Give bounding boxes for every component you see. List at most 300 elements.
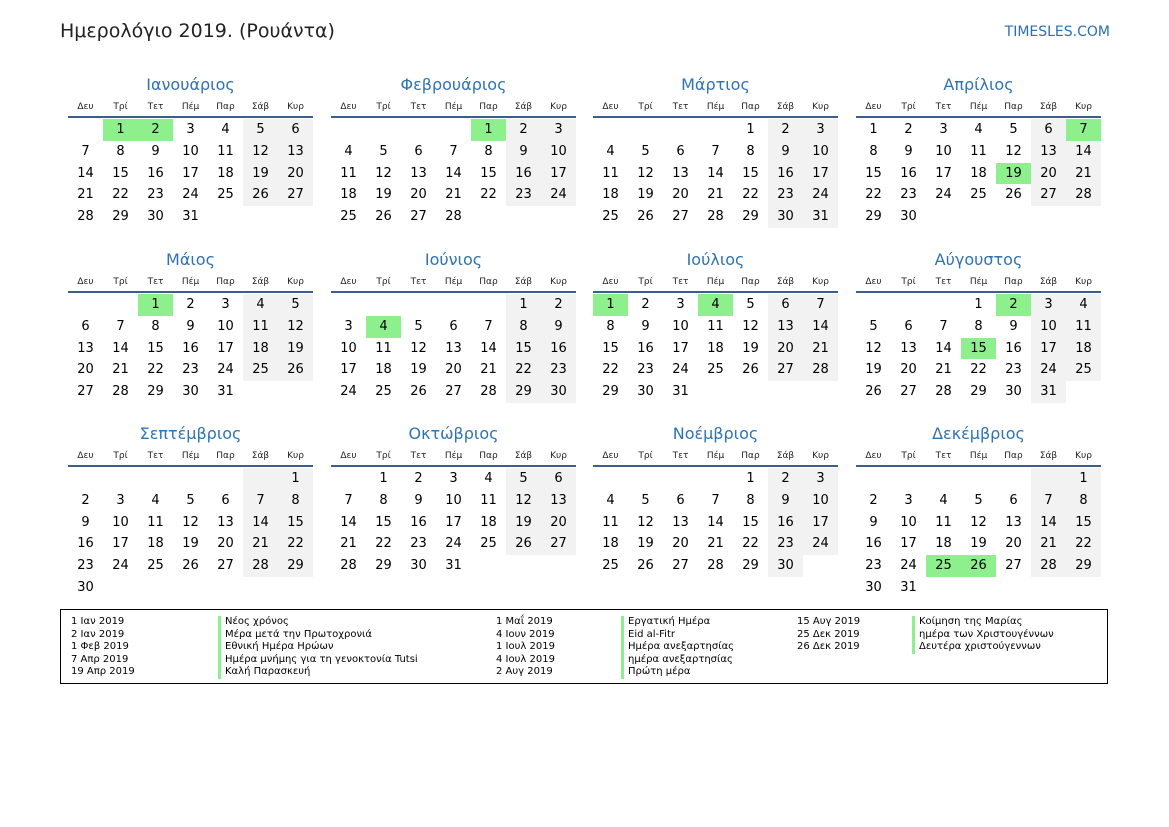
day-cell[interactable]: 23 xyxy=(410,536,427,552)
day-cell[interactable]: 27 xyxy=(445,384,462,400)
day-cell[interactable]: 26 xyxy=(742,362,759,378)
day-cell[interactable]: 23 xyxy=(900,187,917,203)
day-cell[interactable]: 4 xyxy=(344,143,353,159)
day-cell[interactable]: 28 xyxy=(707,558,724,574)
day-cell[interactable]: 7 xyxy=(711,143,720,159)
day-cell[interactable]: 18 xyxy=(243,338,278,360)
day-cell[interactable]: 12 xyxy=(375,165,392,181)
day-cell[interactable]: 16 xyxy=(506,163,541,185)
day-cell[interactable]: 15 xyxy=(278,512,313,534)
day-cell[interactable]: 8 xyxy=(379,492,388,508)
day-cell[interactable]: 4 xyxy=(484,471,493,486)
day-cell[interactable]: 1 xyxy=(869,122,878,137)
day-cell[interactable]: 21 xyxy=(112,362,129,378)
day-cell[interactable]: 9 xyxy=(768,490,803,512)
day-cell[interactable]: 8 xyxy=(151,318,160,334)
day-cell[interactable]: 21 xyxy=(340,536,357,552)
day-cell[interactable]: 14 xyxy=(707,165,724,181)
day-cell[interactable]: 11 xyxy=(707,318,724,334)
day-cell[interactable]: 18 xyxy=(602,536,619,552)
day-cell[interactable]: 1 xyxy=(974,297,983,312)
day-cell[interactable]: 6 xyxy=(541,468,576,490)
day-cell[interactable]: 5 xyxy=(243,119,278,141)
day-cell[interactable]: 18 xyxy=(970,165,987,181)
day-cell[interactable]: 2 xyxy=(869,492,878,508)
holiday-day[interactable]: 7 xyxy=(1066,119,1101,141)
day-cell[interactable]: 29 xyxy=(112,209,129,225)
day-cell[interactable]: 12 xyxy=(506,490,541,512)
day-cell[interactable]: 10 xyxy=(900,514,917,530)
day-cell[interactable]: 27 xyxy=(77,384,94,400)
day-cell[interactable]: 23 xyxy=(637,362,654,378)
day-cell[interactable]: 5 xyxy=(1009,122,1018,137)
day-cell[interactable]: 9 xyxy=(81,514,90,530)
day-cell[interactable]: 8 xyxy=(974,318,983,334)
day-cell[interactable]: 16 xyxy=(77,536,94,552)
day-cell[interactable]: 16 xyxy=(900,165,917,181)
day-cell[interactable]: 5 xyxy=(869,318,878,334)
day-cell[interactable]: 22 xyxy=(506,359,541,381)
day-cell[interactable]: 17 xyxy=(803,163,838,185)
day-cell[interactable]: 16 xyxy=(637,340,654,356)
day-cell[interactable]: 10 xyxy=(672,318,689,334)
day-cell[interactable]: 13 xyxy=(1031,141,1066,163)
day-cell[interactable]: 21 xyxy=(707,187,724,203)
day-cell[interactable]: 7 xyxy=(803,294,838,316)
day-cell[interactable]: 1 xyxy=(746,122,755,137)
day-cell[interactable]: 31 xyxy=(182,209,199,225)
day-cell[interactable]: 25 xyxy=(1066,359,1101,381)
day-cell[interactable]: 11 xyxy=(243,316,278,338)
day-cell[interactable]: 23 xyxy=(147,187,164,203)
day-cell[interactable]: 7 xyxy=(1031,490,1066,512)
day-cell[interactable]: 19 xyxy=(410,362,427,378)
day-cell[interactable]: 14 xyxy=(803,316,838,338)
day-cell[interactable]: 15 xyxy=(147,340,164,356)
day-cell[interactable]: 27 xyxy=(410,209,427,225)
day-cell[interactable]: 21 xyxy=(1031,533,1066,555)
day-cell[interactable]: 24 xyxy=(541,184,576,206)
day-cell[interactable]: 27 xyxy=(900,384,917,400)
day-cell[interactable]: 8 xyxy=(1066,490,1101,512)
day-cell[interactable]: 12 xyxy=(742,318,759,334)
day-cell[interactable]: 25 xyxy=(340,209,357,225)
day-cell[interactable]: 27 xyxy=(278,184,313,206)
day-cell[interactable]: 2 xyxy=(506,119,541,141)
day-cell[interactable]: 3 xyxy=(541,119,576,141)
day-cell[interactable]: 28 xyxy=(935,384,952,400)
day-cell[interactable]: 30 xyxy=(147,209,164,225)
day-cell[interactable]: 13 xyxy=(672,514,689,530)
day-cell[interactable]: 18 xyxy=(147,536,164,552)
holiday-day[interactable]: 1 xyxy=(593,294,628,316)
day-cell[interactable]: 27 xyxy=(1031,184,1066,206)
day-cell[interactable]: 17 xyxy=(217,340,234,356)
day-cell[interactable]: 13 xyxy=(445,340,462,356)
day-cell[interactable]: 19 xyxy=(182,536,199,552)
day-cell[interactable]: 29 xyxy=(970,384,987,400)
day-cell[interactable]: 20 xyxy=(1005,536,1022,552)
day-cell[interactable]: 25 xyxy=(707,362,724,378)
day-cell[interactable]: 28 xyxy=(1066,184,1101,206)
day-cell[interactable]: 31 xyxy=(672,384,689,400)
day-cell[interactable]: 14 xyxy=(340,514,357,530)
day-cell[interactable]: 27 xyxy=(768,359,803,381)
holiday-day[interactable]: 26 xyxy=(961,555,996,577)
day-cell[interactable]: 17 xyxy=(672,340,689,356)
day-cell[interactable]: 19 xyxy=(243,163,278,185)
day-cell[interactable]: 26 xyxy=(375,209,392,225)
day-cell[interactable]: 10 xyxy=(112,514,129,530)
day-cell[interactable]: 2 xyxy=(81,492,90,508)
day-cell[interactable]: 9 xyxy=(768,141,803,163)
day-cell[interactable]: 27 xyxy=(217,558,234,574)
day-cell[interactable]: 29 xyxy=(375,558,392,574)
day-cell[interactable]: 22 xyxy=(602,362,619,378)
day-cell[interactable]: 24 xyxy=(217,362,234,378)
day-cell[interactable]: 9 xyxy=(541,316,576,338)
day-cell[interactable]: 4 xyxy=(1066,294,1101,316)
day-cell[interactable]: 9 xyxy=(869,514,878,530)
day-cell[interactable]: 22 xyxy=(742,187,759,203)
day-cell[interactable]: 16 xyxy=(865,536,882,552)
day-cell[interactable]: 3 xyxy=(186,122,195,137)
day-cell[interactable]: 4 xyxy=(606,492,615,508)
day-cell[interactable]: 25 xyxy=(480,536,497,552)
day-cell[interactable]: 3 xyxy=(1031,294,1066,316)
day-cell[interactable]: 9 xyxy=(186,318,195,334)
day-cell[interactable]: 28 xyxy=(340,558,357,574)
day-cell[interactable]: 21 xyxy=(480,362,497,378)
day-cell[interactable]: 28 xyxy=(480,384,497,400)
holiday-day[interactable]: 25 xyxy=(926,555,961,577)
holiday-day[interactable]: 1 xyxy=(103,119,138,141)
day-cell[interactable]: 13 xyxy=(768,316,803,338)
holiday-day[interactable]: 1 xyxy=(138,294,173,316)
day-cell[interactable]: 14 xyxy=(1066,141,1101,163)
day-cell[interactable]: 5 xyxy=(186,492,195,508)
day-cell[interactable]: 3 xyxy=(676,297,685,312)
day-cell[interactable]: 25 xyxy=(970,187,987,203)
day-cell[interactable]: 26 xyxy=(865,384,882,400)
day-cell[interactable]: 18 xyxy=(217,165,234,181)
day-cell[interactable]: 5 xyxy=(379,143,388,159)
day-cell[interactable]: 19 xyxy=(637,536,654,552)
day-cell[interactable]: 27 xyxy=(672,209,689,225)
day-cell[interactable]: 25 xyxy=(217,187,234,203)
day-cell[interactable]: 23 xyxy=(182,362,199,378)
day-cell[interactable]: 28 xyxy=(77,209,94,225)
day-cell[interactable]: 3 xyxy=(221,297,230,312)
day-cell[interactable]: 6 xyxy=(676,143,685,159)
day-cell[interactable]: 19 xyxy=(278,338,313,360)
day-cell[interactable]: 29 xyxy=(147,384,164,400)
day-cell[interactable]: 30 xyxy=(768,206,803,228)
day-cell[interactable]: 26 xyxy=(1005,187,1022,203)
day-cell[interactable]: 16 xyxy=(182,340,199,356)
day-cell[interactable]: 10 xyxy=(803,490,838,512)
day-cell[interactable]: 1 xyxy=(278,468,313,490)
day-cell[interactable]: 17 xyxy=(1031,338,1066,360)
day-cell[interactable]: 30 xyxy=(410,558,427,574)
day-cell[interactable]: 15 xyxy=(506,338,541,360)
day-cell[interactable]: 5 xyxy=(414,318,423,334)
day-cell[interactable]: 24 xyxy=(1031,359,1066,381)
day-cell[interactable]: 6 xyxy=(1009,492,1018,508)
day-cell[interactable]: 24 xyxy=(803,184,838,206)
day-cell[interactable]: 23 xyxy=(768,533,803,555)
day-cell[interactable]: 4 xyxy=(974,122,983,137)
day-cell[interactable]: 8 xyxy=(746,492,755,508)
day-cell[interactable]: 22 xyxy=(112,187,129,203)
day-cell[interactable]: 20 xyxy=(1031,163,1066,185)
day-cell[interactable]: 14 xyxy=(480,340,497,356)
day-cell[interactable]: 6 xyxy=(768,294,803,316)
day-cell[interactable]: 17 xyxy=(900,536,917,552)
day-cell[interactable]: 11 xyxy=(602,514,619,530)
day-cell[interactable]: 25 xyxy=(602,558,619,574)
day-cell[interactable]: 16 xyxy=(410,514,427,530)
day-cell[interactable]: 17 xyxy=(541,163,576,185)
day-cell[interactable]: 5 xyxy=(278,294,313,316)
day-cell[interactable]: 5 xyxy=(641,143,650,159)
holiday-day[interactable]: 2 xyxy=(996,294,1031,316)
day-cell[interactable]: 18 xyxy=(375,362,392,378)
day-cell[interactable]: 11 xyxy=(1066,316,1101,338)
day-cell[interactable]: 3 xyxy=(904,492,913,508)
day-cell[interactable]: 9 xyxy=(641,318,650,334)
day-cell[interactable]: 30 xyxy=(900,209,917,225)
day-cell[interactable]: 30 xyxy=(637,384,654,400)
day-cell[interactable]: 23 xyxy=(77,558,94,574)
day-cell[interactable]: 24 xyxy=(340,384,357,400)
day-cell[interactable]: 17 xyxy=(112,536,129,552)
day-cell[interactable]: 31 xyxy=(1031,381,1066,403)
day-cell[interactable]: 16 xyxy=(768,163,803,185)
day-cell[interactable]: 14 xyxy=(243,512,278,534)
day-cell[interactable]: 12 xyxy=(637,165,654,181)
holiday-day[interactable]: 1 xyxy=(471,119,506,141)
day-cell[interactable]: 13 xyxy=(77,340,94,356)
day-cell[interactable]: 14 xyxy=(1031,512,1066,534)
day-cell[interactable]: 16 xyxy=(768,512,803,534)
day-cell[interactable]: 15 xyxy=(742,165,759,181)
day-cell[interactable]: 29 xyxy=(742,209,759,225)
day-cell[interactable]: 28 xyxy=(803,359,838,381)
day-cell[interactable]: 21 xyxy=(803,338,838,360)
day-cell[interactable]: 7 xyxy=(344,492,353,508)
day-cell[interactable]: 10 xyxy=(445,492,462,508)
day-cell[interactable]: 29 xyxy=(602,384,619,400)
day-cell[interactable]: 28 xyxy=(1031,555,1066,577)
day-cell[interactable]: 4 xyxy=(151,492,160,508)
day-cell[interactable]: 20 xyxy=(77,362,94,378)
day-cell[interactable]: 21 xyxy=(243,533,278,555)
day-cell[interactable]: 18 xyxy=(480,514,497,530)
day-cell[interactable]: 23 xyxy=(506,184,541,206)
day-cell[interactable]: 23 xyxy=(865,558,882,574)
day-cell[interactable]: 31 xyxy=(445,558,462,574)
day-cell[interactable]: 9 xyxy=(151,143,160,159)
day-cell[interactable]: 4 xyxy=(939,492,948,508)
day-cell[interactable]: 2 xyxy=(768,119,803,141)
day-cell[interactable]: 16 xyxy=(147,165,164,181)
day-cell[interactable]: 20 xyxy=(445,362,462,378)
day-cell[interactable]: 19 xyxy=(742,340,759,356)
day-cell[interactable]: 2 xyxy=(186,297,195,312)
day-cell[interactable]: 16 xyxy=(541,338,576,360)
day-cell[interactable]: 21 xyxy=(707,536,724,552)
holiday-day[interactable]: 19 xyxy=(996,163,1031,185)
day-cell[interactable]: 31 xyxy=(900,579,917,595)
day-cell[interactable]: 19 xyxy=(865,362,882,378)
day-cell[interactable]: 6 xyxy=(904,318,913,334)
day-cell[interactable]: 9 xyxy=(506,141,541,163)
day-cell[interactable]: 4 xyxy=(243,294,278,316)
day-cell[interactable]: 29 xyxy=(742,558,759,574)
day-cell[interactable]: 9 xyxy=(414,492,423,508)
day-cell[interactable]: 14 xyxy=(707,514,724,530)
day-cell[interactable]: 8 xyxy=(506,316,541,338)
day-cell[interactable]: 27 xyxy=(1005,558,1022,574)
day-cell[interactable]: 24 xyxy=(182,187,199,203)
day-cell[interactable]: 6 xyxy=(278,119,313,141)
day-cell[interactable]: 30 xyxy=(541,381,576,403)
day-cell[interactable]: 10 xyxy=(935,143,952,159)
day-cell[interactable]: 15 xyxy=(112,165,129,181)
day-cell[interactable]: 19 xyxy=(970,536,987,552)
day-cell[interactable]: 22 xyxy=(1066,533,1101,555)
day-cell[interactable]: 25 xyxy=(375,384,392,400)
day-cell[interactable]: 27 xyxy=(541,533,576,555)
day-cell[interactable]: 9 xyxy=(1009,318,1018,334)
day-cell[interactable]: 15 xyxy=(742,514,759,530)
day-cell[interactable]: 22 xyxy=(865,187,882,203)
day-cell[interactable]: 18 xyxy=(707,340,724,356)
day-cell[interactable]: 11 xyxy=(480,492,497,508)
day-cell[interactable]: 22 xyxy=(278,533,313,555)
day-cell[interactable]: 14 xyxy=(112,340,129,356)
day-cell[interactable]: 16 xyxy=(1005,340,1022,356)
site-link[interactable]: TIMESLES.COM xyxy=(1004,24,1110,40)
day-cell[interactable]: 2 xyxy=(414,471,423,486)
day-cell[interactable]: 28 xyxy=(112,384,129,400)
day-cell[interactable]: 6 xyxy=(221,492,230,508)
day-cell[interactable]: 24 xyxy=(900,558,917,574)
day-cell[interactable]: 7 xyxy=(484,318,493,334)
day-cell[interactable]: 15 xyxy=(375,514,392,530)
day-cell[interactable]: 26 xyxy=(278,359,313,381)
day-cell[interactable]: 7 xyxy=(116,318,125,334)
day-cell[interactable]: 22 xyxy=(742,536,759,552)
day-cell[interactable]: 21 xyxy=(445,187,462,203)
day-cell[interactable]: 7 xyxy=(81,143,90,159)
day-cell[interactable]: 19 xyxy=(506,512,541,534)
day-cell[interactable]: 20 xyxy=(410,187,427,203)
day-cell[interactable]: 6 xyxy=(1031,119,1066,141)
day-cell[interactable]: 10 xyxy=(182,143,199,159)
day-cell[interactable]: 29 xyxy=(278,555,313,577)
holiday-day[interactable]: 15 xyxy=(961,338,996,360)
day-cell[interactable]: 6 xyxy=(81,318,90,334)
day-cell[interactable]: 1 xyxy=(506,294,541,316)
day-cell[interactable]: 30 xyxy=(768,555,803,577)
day-cell[interactable]: 12 xyxy=(637,514,654,530)
day-cell[interactable]: 18 xyxy=(340,187,357,203)
day-cell[interactable]: 13 xyxy=(541,490,576,512)
day-cell[interactable]: 15 xyxy=(480,165,497,181)
day-cell[interactable]: 19 xyxy=(637,187,654,203)
day-cell[interactable]: 21 xyxy=(935,362,952,378)
day-cell[interactable]: 28 xyxy=(707,209,724,225)
day-cell[interactable]: 31 xyxy=(217,384,234,400)
day-cell[interactable]: 24 xyxy=(935,187,952,203)
day-cell[interactable]: 26 xyxy=(243,184,278,206)
day-cell[interactable]: 13 xyxy=(672,165,689,181)
day-cell[interactable]: 13 xyxy=(1005,514,1022,530)
day-cell[interactable]: 26 xyxy=(182,558,199,574)
day-cell[interactable]: 23 xyxy=(541,359,576,381)
day-cell[interactable]: 21 xyxy=(77,187,94,203)
day-cell[interactable]: 10 xyxy=(541,141,576,163)
day-cell[interactable]: 14 xyxy=(445,165,462,181)
day-cell[interactable]: 17 xyxy=(803,512,838,534)
day-cell[interactable]: 8 xyxy=(278,490,313,512)
day-cell[interactable]: 5 xyxy=(506,468,541,490)
day-cell[interactable]: 14 xyxy=(77,165,94,181)
day-cell[interactable]: 8 xyxy=(116,143,125,159)
day-cell[interactable]: 30 xyxy=(865,579,882,595)
day-cell[interactable]: 6 xyxy=(676,492,685,508)
day-cell[interactable]: 17 xyxy=(445,514,462,530)
day-cell[interactable]: 2 xyxy=(904,122,913,137)
day-cell[interactable]: 10 xyxy=(803,141,838,163)
day-cell[interactable]: 3 xyxy=(939,122,948,137)
day-cell[interactable]: 17 xyxy=(340,362,357,378)
day-cell[interactable]: 12 xyxy=(182,514,199,530)
day-cell[interactable]: 12 xyxy=(243,141,278,163)
day-cell[interactable]: 7 xyxy=(449,143,458,159)
day-cell[interactable]: 3 xyxy=(803,119,838,141)
day-cell[interactable]: 25 xyxy=(243,359,278,381)
day-cell[interactable]: 19 xyxy=(375,187,392,203)
day-cell[interactable]: 17 xyxy=(182,165,199,181)
day-cell[interactable]: 13 xyxy=(278,141,313,163)
day-cell[interactable]: 31 xyxy=(803,206,838,228)
day-cell[interactable]: 23 xyxy=(1005,362,1022,378)
holiday-day[interactable]: 2 xyxy=(138,119,173,141)
day-cell[interactable]: 6 xyxy=(414,143,423,159)
day-cell[interactable]: 11 xyxy=(602,165,619,181)
day-cell[interactable]: 11 xyxy=(375,340,392,356)
day-cell[interactable]: 11 xyxy=(340,165,357,181)
day-cell[interactable]: 27 xyxy=(672,558,689,574)
day-cell[interactable]: 5 xyxy=(974,492,983,508)
day-cell[interactable]: 8 xyxy=(484,143,493,159)
day-cell[interactable]: 22 xyxy=(147,362,164,378)
day-cell[interactable]: 8 xyxy=(746,143,755,159)
day-cell[interactable]: 15 xyxy=(602,340,619,356)
day-cell[interactable]: 1 xyxy=(379,471,388,486)
day-cell[interactable]: 18 xyxy=(935,536,952,552)
day-cell[interactable]: 13 xyxy=(217,514,234,530)
holiday-day[interactable]: 4 xyxy=(366,316,401,338)
day-cell[interactable]: 20 xyxy=(672,187,689,203)
day-cell[interactable]: 3 xyxy=(803,468,838,490)
day-cell[interactable]: 25 xyxy=(602,209,619,225)
day-cell[interactable]: 12 xyxy=(1005,143,1022,159)
day-cell[interactable]: 7 xyxy=(711,492,720,508)
